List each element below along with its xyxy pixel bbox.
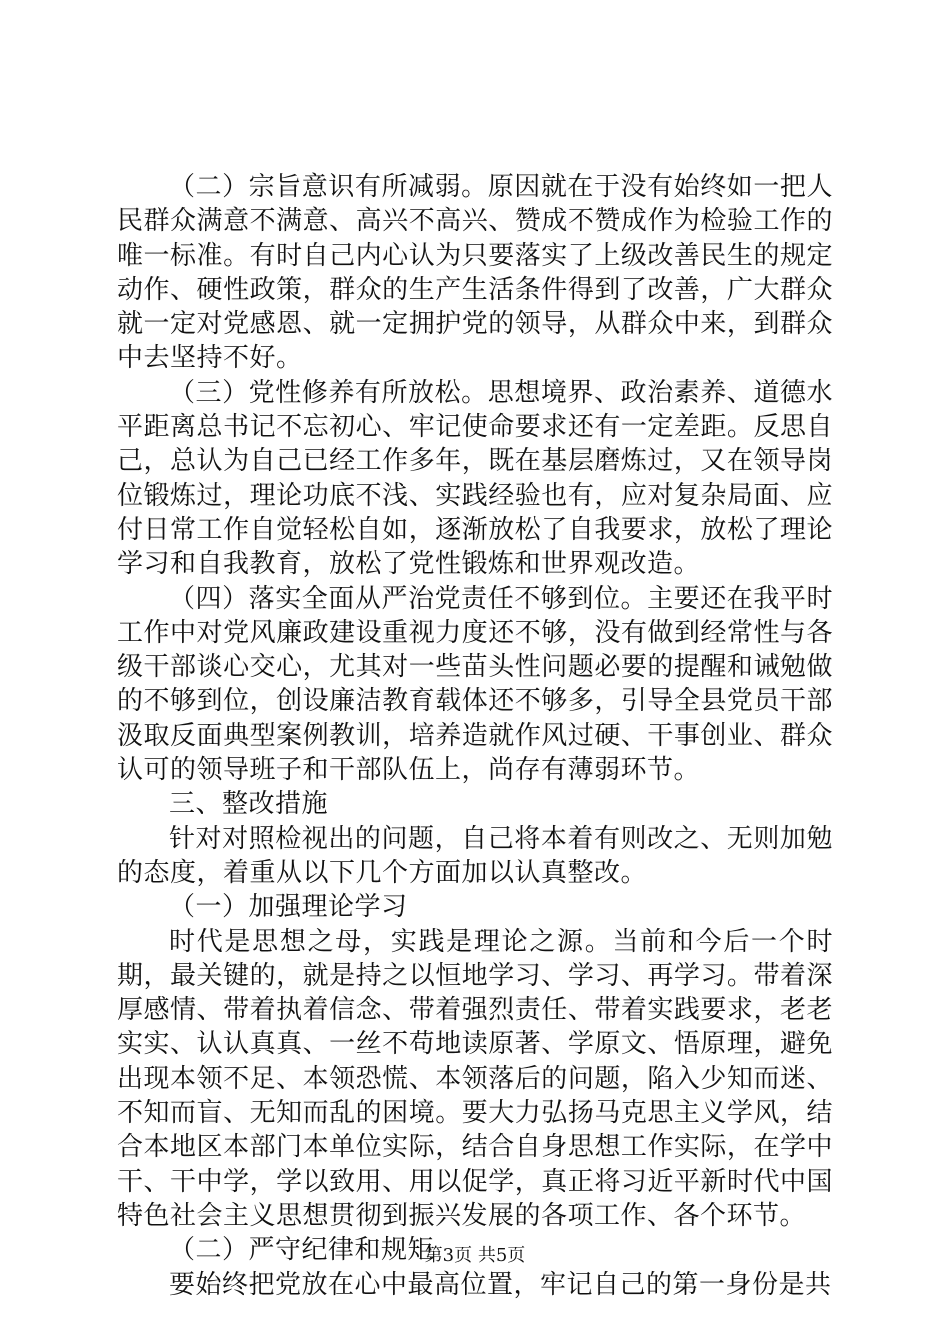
paragraph-purpose-awareness: （二）宗旨意识有所减弱。原因就在于没有始终如一把人民群众满意不满意、高兴不高兴、赞成不赞成作为检验工作的唯一标准。有时自己内心认为只要落实了上级改善民生的规定动作、硬性政策，群众的生产生活条件得到了改善，广大群众就一定对党感恩、就一定拥护党的领导，从群众中来，到群众中去坚持不好。 [117, 172, 833, 374]
paragraph-theory-study: 时代是思想之母，实践是理论之源。当前和今后一个时期，最关键的，就是持之以恒地学习、学习、再学习。带着深厚感情、带着执着信念、带着强烈责任、带着实践要求，老老实实、认认真真、一丝不苟地读原著、学原文、悟原理，避免出现本领不足、本领恐慌、本领落后的问题，陷入少知而迷、不知而盲、无知而乱的困境。要大力弘扬马克思主义学风，结合本地区本部门本单位实际，结合自身思想工作实际，在学中干、干中学，学以致用、用以促学，真正将习近平新时代中国特色社会主义思想贯彻到振兴发展的各项工作、各个环节。 [117, 926, 833, 1231]
subheading-discipline-rules: （二）严守纪律和规矩 [169, 1235, 435, 1266]
paragraph-rectification-intro: 针对对照检视出的问题，自己将本着有则改之、无则加勉的态度，着重从以下几个方面加以认真整改。 [117, 823, 833, 888]
section-heading-rectification: 三、整改措施 [169, 789, 329, 820]
page-number-footer: 第3页 共5页 [424, 1245, 526, 1266]
paragraph-discipline-rules: 要始终把党放在心中最高位置，牢记自己的第一身份是共 [169, 1269, 832, 1300]
subheading-theory-study: （一）加强理论学习 [169, 892, 408, 923]
document-body [117, 170, 833, 1302]
paragraph-party-governance: （四）落实全面从严治党责任不够到位。主要还在我平时工作中对党风廉政建设重视力度还不够，没有做到经常性与各级干部谈心交心，尤其对一些苗头性问题必要的提醒和诫勉做的不够到位，创设廉洁教育载体还不够多，引导全县党员干部汲取反面典型案例教训，培养造就作风过硬、干事创业、群众认可的领导班子和干部队伍上，尚存有薄弱环节。 [117, 583, 833, 786]
paragraph-party-cultivation: （三）党性修养有所放松。思想境界、政治素养、道德水平距离总书记不忘初心、牢记使命要求还有一定差距。反思自己，总认为自己已经工作多年，既在基层磨炼过，又在领导岗位锻炼过，理论功底不浅、实践经验也有，应对复杂局面、应付日常工作自觉轻松自如，逐渐放松了自我要求，放松了理论学习和自我教育，放松了党性锻炼和世界观改造。 [117, 377, 833, 580]
